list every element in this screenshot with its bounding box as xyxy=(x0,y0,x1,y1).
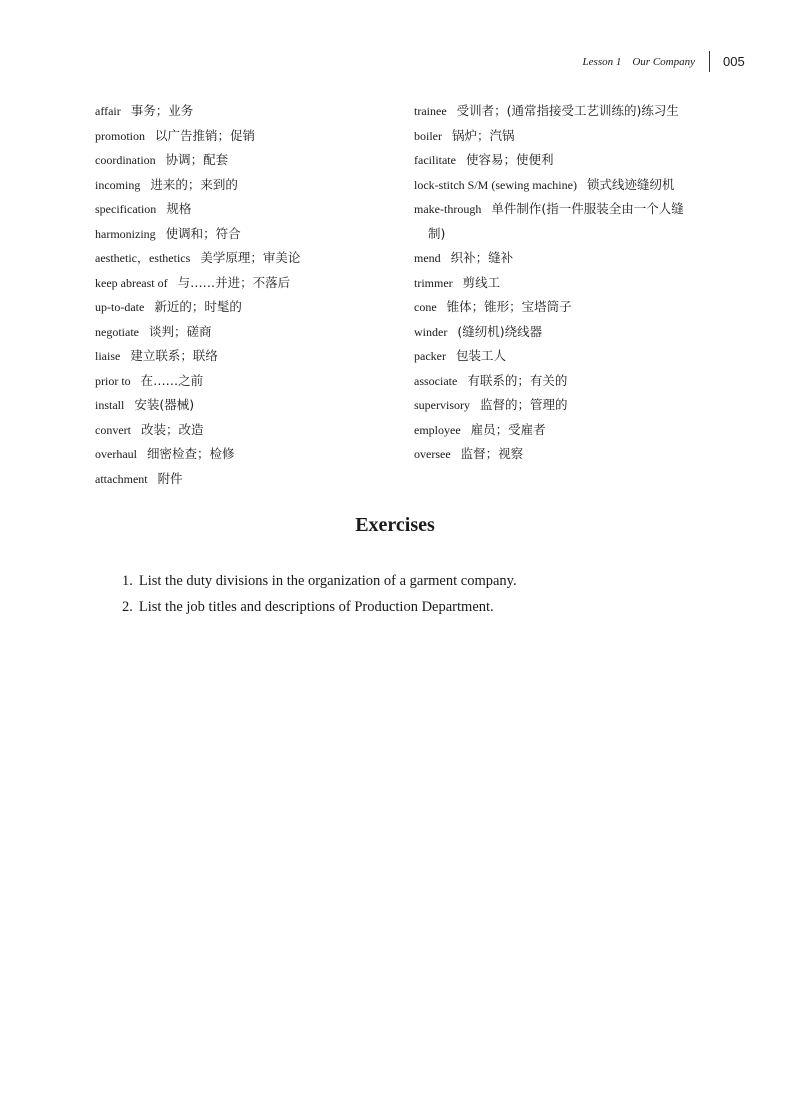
vocab-entry xyxy=(95,369,395,394)
vocab-term: mend xyxy=(414,251,441,265)
vocab-term: specification xyxy=(95,202,157,216)
vocab-entry xyxy=(95,442,395,467)
header-divider xyxy=(709,51,710,72)
vocab-entry xyxy=(414,418,734,443)
vocab-term: lock-stitch S/M (sewing machine) xyxy=(414,177,577,192)
vocab-entry xyxy=(414,197,734,246)
vocab-term: associate xyxy=(414,373,458,388)
vocab-entry xyxy=(95,222,395,247)
exercise-list xyxy=(122,568,742,620)
vocab-entry xyxy=(414,99,734,124)
vocab-entry xyxy=(95,467,395,492)
vocab-term: aesthetic，esthetics xyxy=(95,251,191,265)
vocab-entry xyxy=(414,344,734,369)
vocab-meaning: 剪线工 xyxy=(462,274,501,290)
vocab-term: packer xyxy=(414,349,446,363)
vocabulary-right-column xyxy=(414,99,734,467)
vocab-term: overhaul xyxy=(95,447,137,461)
vocab-meaning: 锁式线迹缝纫机 xyxy=(586,176,675,192)
vocab-term: attachment xyxy=(95,471,148,486)
vocab-entry xyxy=(414,369,734,394)
vocab-term: trimmer xyxy=(414,275,453,290)
vocab-entry xyxy=(95,393,395,418)
vocab-term: boiler xyxy=(414,128,442,143)
vocab-meaning: 以广告推销；促销 xyxy=(155,127,256,143)
vocab-meaning: 附件 xyxy=(157,470,183,486)
vocab-entry xyxy=(95,295,395,320)
vocab-meaning: 单件制作(指一件服装全由一个人缝 xyxy=(491,201,684,216)
exercise-item xyxy=(122,594,742,620)
vocab-meaning: 进来的；来到的 xyxy=(150,176,238,192)
vocab-entry xyxy=(95,271,395,296)
vocab-meaning: 谈判；磋商 xyxy=(148,323,212,339)
vocab-meaning: 监督的；管理的 xyxy=(480,397,568,412)
vocab-term: liaise xyxy=(95,349,121,363)
exercise-number: 1. xyxy=(122,573,133,589)
vocab-entry xyxy=(414,173,734,198)
vocab-term: affair xyxy=(95,104,121,118)
vocab-term: make-through xyxy=(414,202,482,216)
vocab-entry xyxy=(95,148,395,173)
vocab-entry xyxy=(414,442,734,467)
running-header xyxy=(0,55,790,75)
vocab-entry xyxy=(95,124,395,149)
vocab-entry xyxy=(95,320,395,345)
vocab-meaning: 锥体；锥形；宝塔筒子 xyxy=(446,299,572,314)
vocab-meaning: 锅炉；汽锅 xyxy=(452,127,515,143)
vocab-meaning: 使调和；符合 xyxy=(165,225,241,241)
vocab-entry xyxy=(414,393,734,418)
vocab-meaning: 有联系的；有关的 xyxy=(467,372,568,388)
vocab-term: convert xyxy=(95,422,131,437)
vocab-meaning: 监督；视察 xyxy=(460,446,524,461)
vocab-entry xyxy=(95,99,395,124)
vocab-meaning: 改装；改造 xyxy=(140,421,204,437)
vocab-term: up-to-date xyxy=(95,300,145,314)
vocab-meaning: 使容易；使便利 xyxy=(465,152,554,167)
vocab-meaning: 细密检查；检修 xyxy=(146,446,235,461)
exercise-item xyxy=(122,568,742,594)
exercise-number: 2. xyxy=(122,599,133,615)
lesson-title: Lesson 1 Our Company xyxy=(582,56,695,68)
vocab-entry xyxy=(414,124,734,149)
vocab-meaning: 新近的；时髦的 xyxy=(154,299,242,314)
vocab-meaning: 规格 xyxy=(166,201,192,216)
vocab-entry xyxy=(414,246,734,271)
vocab-meaning: 美学原理；审美论 xyxy=(200,250,301,265)
exercise-text: List the job titles and descriptions of Production Department. xyxy=(138,599,494,615)
vocab-meaning: 受训者；(通常指接受工艺训练的)练习生 xyxy=(456,103,679,118)
vocab-term: trainee xyxy=(414,104,447,118)
vocab-meaning: 建立联系；联络 xyxy=(130,348,218,363)
vocab-term: keep abreast of xyxy=(95,275,168,290)
vocab-meaning: 协调；配套 xyxy=(165,152,229,167)
vocab-entry xyxy=(414,148,734,173)
page-number: 005 xyxy=(723,54,745,69)
vocab-entry xyxy=(414,295,734,320)
vocab-term: oversee xyxy=(414,447,451,461)
vocab-meaning-continued: 制) xyxy=(428,225,446,241)
vocab-meaning: 事务；业务 xyxy=(130,103,194,118)
vocab-term: employee xyxy=(414,422,461,437)
vocab-term: cone xyxy=(414,300,437,314)
vocab-meaning: 包装工人 xyxy=(455,348,506,363)
vocab-term: supervisory xyxy=(414,398,470,412)
vocab-meaning: 雇员；受雇者 xyxy=(470,421,546,437)
vocab-term: harmonizing xyxy=(95,226,156,241)
vocab-meaning: (缝纫机)绕线器 xyxy=(457,323,543,339)
vocab-term: facilitate xyxy=(414,153,456,167)
vocabulary-left-column xyxy=(95,99,395,491)
vocab-term: install xyxy=(95,398,125,412)
vocab-entry xyxy=(95,418,395,443)
vocab-term: negotiate xyxy=(95,324,139,339)
vocab-term: incoming xyxy=(95,177,141,192)
vocab-entry xyxy=(414,320,734,345)
vocab-entry xyxy=(95,197,395,222)
vocab-meaning: 在……之前 xyxy=(140,372,204,388)
exercises-heading: Exercises xyxy=(355,514,435,536)
vocab-meaning: 与……并进；不落后 xyxy=(177,274,291,290)
vocab-entry xyxy=(414,271,734,296)
vocab-meaning: 安装(器械) xyxy=(134,397,195,412)
vocab-term: promotion xyxy=(95,128,145,143)
vocab-term: coordination xyxy=(95,153,156,167)
vocab-entry xyxy=(95,246,395,271)
vocab-meaning: 织补；缝补 xyxy=(450,250,514,265)
exercise-text: List the duty divisions in the organization of a garment company. xyxy=(138,573,517,589)
vocab-term: prior to xyxy=(95,373,131,388)
vocab-entry xyxy=(95,344,395,369)
vocab-term: winder xyxy=(414,324,448,339)
vocab-entry xyxy=(95,173,395,198)
